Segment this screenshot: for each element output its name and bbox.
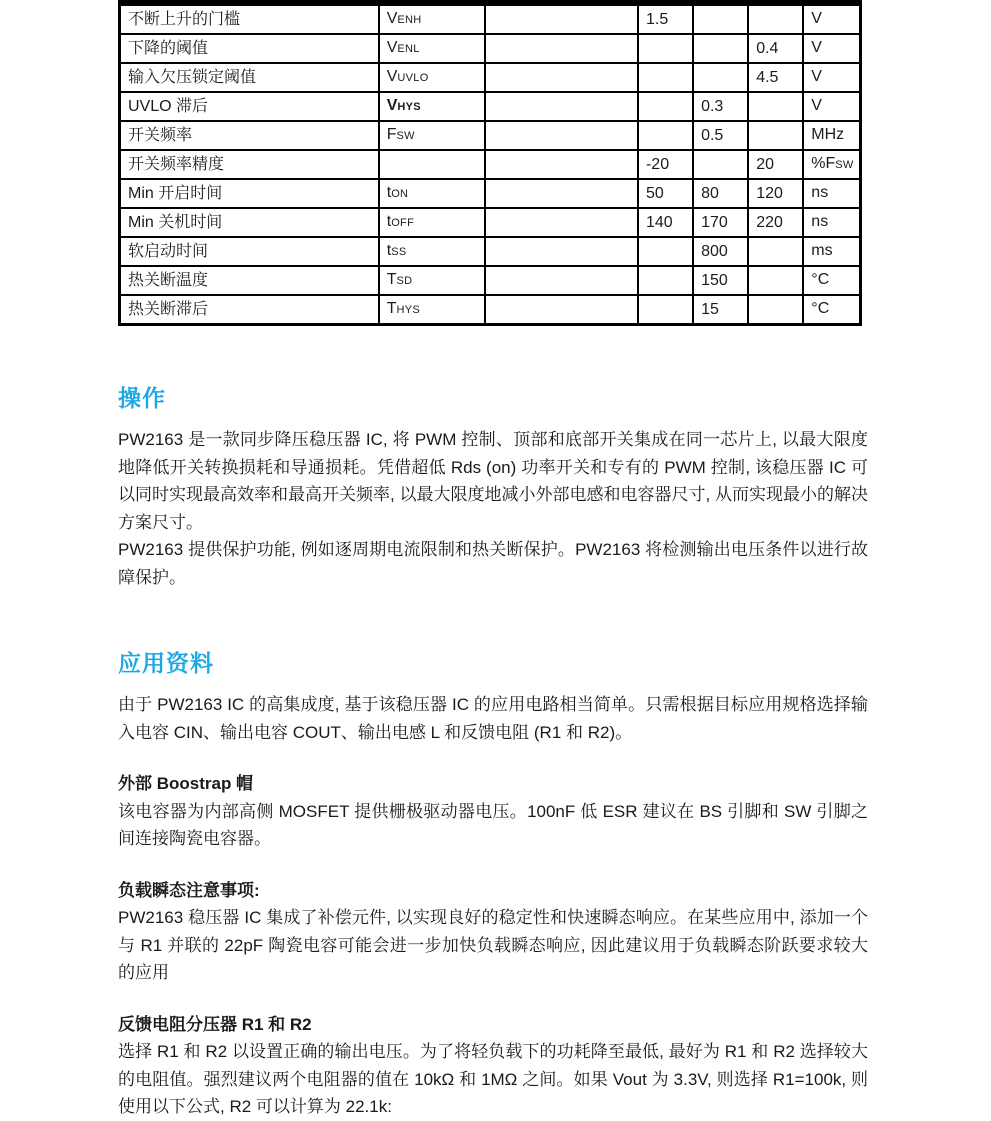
symbol-subscript: ON (391, 188, 409, 200)
symbol-base: F (386, 126, 397, 143)
param-cell: 热关断温度 (120, 266, 379, 295)
symbol-subscript: OFF (391, 217, 415, 229)
subheading-load-transient: 负载瞬态注意事项: (118, 880, 260, 900)
symbol-subscript: HYS (397, 101, 421, 113)
unit-cell (803, 237, 860, 266)
unit-base: ms (811, 242, 833, 259)
typ-cell (693, 150, 748, 179)
spec-row (120, 208, 861, 237)
max-cell: 4.5 (748, 63, 803, 92)
min-cell: -20 (638, 150, 693, 179)
spec-row (120, 295, 861, 325)
min-cell (638, 63, 693, 92)
unit-base: MHz (811, 126, 845, 143)
unit-cell (803, 63, 860, 92)
min-cell (638, 121, 693, 150)
unit-base: V (811, 39, 822, 56)
min-cell (638, 34, 693, 63)
symbol-subscript: SS (391, 246, 407, 258)
paragraph-operation-1: PW2163 是一款同步降压稳压器 IC, 将 PWM 控制、顶部和底部开关集成在同一芯片上, 以最大限度地降低开关转换损耗和导通损耗。凭借超低 Rds (on) 功率开关和专有的 PWM 控制, 该稳压器 IC 可以同时实现最高效率和最高开关频率, 以最大限度地减小外部电感和电容器尺寸, 从而实现最小的解决方案尺寸。 (118, 430, 868, 532)
symbol-base: V (386, 10, 398, 27)
spec-row (120, 179, 861, 208)
paragraph-feedback-divider: 选择 R1 和 R2 以设置正确的输出电压。为了将轻负载下的功耗降至最低, 最好为 R1 和 R2 选择较大的电阻值。强烈建议两个电阻器的值在 10kΩ 和 1MΩ 之间。如果 Vout 为 3.3V, 则选择 R1=100k, 则使用以下公式, R2 可以计算为 22.1k: (118, 1042, 868, 1116)
unit-base: V (811, 68, 822, 85)
symbol-cell (379, 179, 485, 208)
min-cell (638, 295, 693, 325)
max-cell (748, 237, 803, 266)
spec-table-body (120, 3, 861, 325)
unit-base: V (811, 10, 822, 27)
spec-row (120, 34, 861, 63)
typ-cell: 15 (693, 295, 748, 325)
symbol-cell (379, 121, 485, 150)
symbol-base: V (386, 97, 398, 114)
param-cell: Min 关机时间 (120, 208, 379, 237)
max-cell: 120 (748, 179, 803, 208)
symbol-cell (379, 150, 485, 179)
subheading-bootstrap-cap: 外部 Boostrap 帽 (118, 774, 254, 793)
typ-cell: 0.3 (693, 92, 748, 121)
max-cell: 20 (748, 150, 803, 179)
max-cell (748, 295, 803, 325)
min-cell (638, 237, 693, 266)
min-cell: 50 (638, 179, 693, 208)
unit-base: V (811, 97, 822, 114)
electrical-spec-table (118, 0, 862, 326)
unit-base: ns (811, 213, 829, 230)
spec-row (120, 3, 861, 34)
conditions-cell (485, 34, 638, 63)
symbol-cell (379, 63, 485, 92)
symbol-subscript: SW (396, 130, 415, 142)
symbol-subscript: HYS (396, 304, 421, 316)
typ-cell: 0.5 (693, 121, 748, 150)
section-heading-application: 应用资料 (118, 650, 214, 676)
paragraph-bootstrap-cap: 该电容器为内部高侧 MOSFET 提供栅极驱动器电压。100nF 低 ESR 建议在 BS 引脚和 SW 引脚之间连接陶瓷电容器。 (118, 801, 868, 848)
typ-cell: 170 (693, 208, 748, 237)
max-cell: 220 (748, 208, 803, 237)
max-cell (748, 121, 803, 150)
symbol-subscript: SD (396, 275, 413, 287)
paragraph-application: 由于 PW2163 IC 的高集成度, 基于该稳压器 IC 的应用电路相当简单。只需根据目标应用规格选择输入电容 CIN、输出电容 COUT、输出电感 L 和反馈电阻 (R1 和 R2)。 (118, 695, 868, 742)
unit-base: °C (811, 300, 830, 317)
symbol-subscript: UVLO (397, 72, 429, 84)
symbol-base: t (386, 213, 392, 230)
unit-cell (803, 208, 860, 237)
symbol-base: t (386, 184, 392, 201)
conditions-cell (485, 237, 638, 266)
paragraph-load-transient: PW2163 稳压器 IC 集成了补偿元件, 以实现良好的稳定性和快速瞬态响应。在某些应用中, 添加一个与 R1 并联的 22pF 陶瓷电容可能会进一步加快负载瞬态响应, 因此建议用于负载瞬态阶跃要求较大的应用 (118, 908, 868, 982)
unit-base: %F (811, 155, 836, 172)
unit-cell (803, 34, 860, 63)
symbol-subscript: ENH (397, 14, 422, 26)
conditions-cell (485, 121, 638, 150)
param-cell: 开关频率 (120, 121, 379, 150)
unit-cell (803, 3, 860, 34)
param-cell: 热关断滞后 (120, 295, 379, 325)
unit-cell (803, 295, 860, 325)
symbol-cell (379, 208, 485, 237)
unit-cell (803, 266, 860, 295)
typ-cell: 80 (693, 179, 748, 208)
min-cell: 140 (638, 208, 693, 237)
min-cell (638, 92, 693, 121)
paragraph-operation-2: PW2163 提供保护功能, 例如逐周期电流限制和热关断保护。PW2163 将检测输出电压条件以进行故障保护。 (118, 540, 868, 587)
spec-row (120, 150, 861, 179)
min-cell: 1.5 (638, 3, 693, 34)
symbol-base: V (386, 68, 398, 85)
min-cell (638, 266, 693, 295)
conditions-cell (485, 63, 638, 92)
unit-cell (803, 121, 860, 150)
unit-cell (803, 92, 860, 121)
typ-cell: 150 (693, 266, 748, 295)
param-cell: 下降的阈值 (120, 34, 379, 63)
conditions-cell (485, 92, 638, 121)
param-cell: 软启动时间 (120, 237, 379, 266)
typ-cell (693, 34, 748, 63)
symbol-base: T (386, 300, 397, 317)
unit-cell (803, 179, 860, 208)
param-cell: UVLO 滞后 (120, 92, 379, 121)
param-cell: Min 开启时间 (120, 179, 379, 208)
conditions-cell (485, 3, 638, 34)
section-heading-operation: 操作 (118, 385, 166, 411)
conditions-cell (485, 179, 638, 208)
param-cell: 不断上升的门槛 (120, 3, 379, 34)
max-cell: 0.4 (748, 34, 803, 63)
symbol-base: T (386, 271, 397, 288)
typ-cell: 800 (693, 237, 748, 266)
param-cell: 输入欠压锁定阈值 (120, 63, 379, 92)
conditions-cell (485, 295, 638, 325)
unit-subscript: SW (835, 159, 854, 171)
spec-row (120, 92, 861, 121)
symbol-cell (379, 266, 485, 295)
symbol-cell (379, 34, 485, 63)
max-cell (748, 3, 803, 34)
symbol-base: V (386, 39, 398, 56)
symbol-cell (379, 92, 485, 121)
symbol-base: t (386, 242, 392, 259)
symbol-cell (379, 3, 485, 34)
unit-cell (803, 150, 860, 179)
unit-base: °C (811, 271, 830, 288)
typ-cell (693, 3, 748, 34)
unit-base: ns (811, 184, 829, 201)
document-body (118, 383, 868, 1121)
max-cell (748, 266, 803, 295)
conditions-cell (485, 266, 638, 295)
spec-row (120, 63, 861, 92)
symbol-cell (379, 295, 485, 325)
subheading-feedback-divider: 反馈电阻分压器 R1 和 R2 (118, 1014, 312, 1034)
spec-row (120, 237, 861, 266)
spec-row (120, 266, 861, 295)
typ-cell (693, 63, 748, 92)
conditions-cell (485, 150, 638, 179)
conditions-cell (485, 208, 638, 237)
spec-row (120, 121, 861, 150)
symbol-subscript: ENL (397, 43, 420, 55)
param-cell: 开关频率精度 (120, 150, 379, 179)
symbol-cell (379, 237, 485, 266)
max-cell (748, 92, 803, 121)
